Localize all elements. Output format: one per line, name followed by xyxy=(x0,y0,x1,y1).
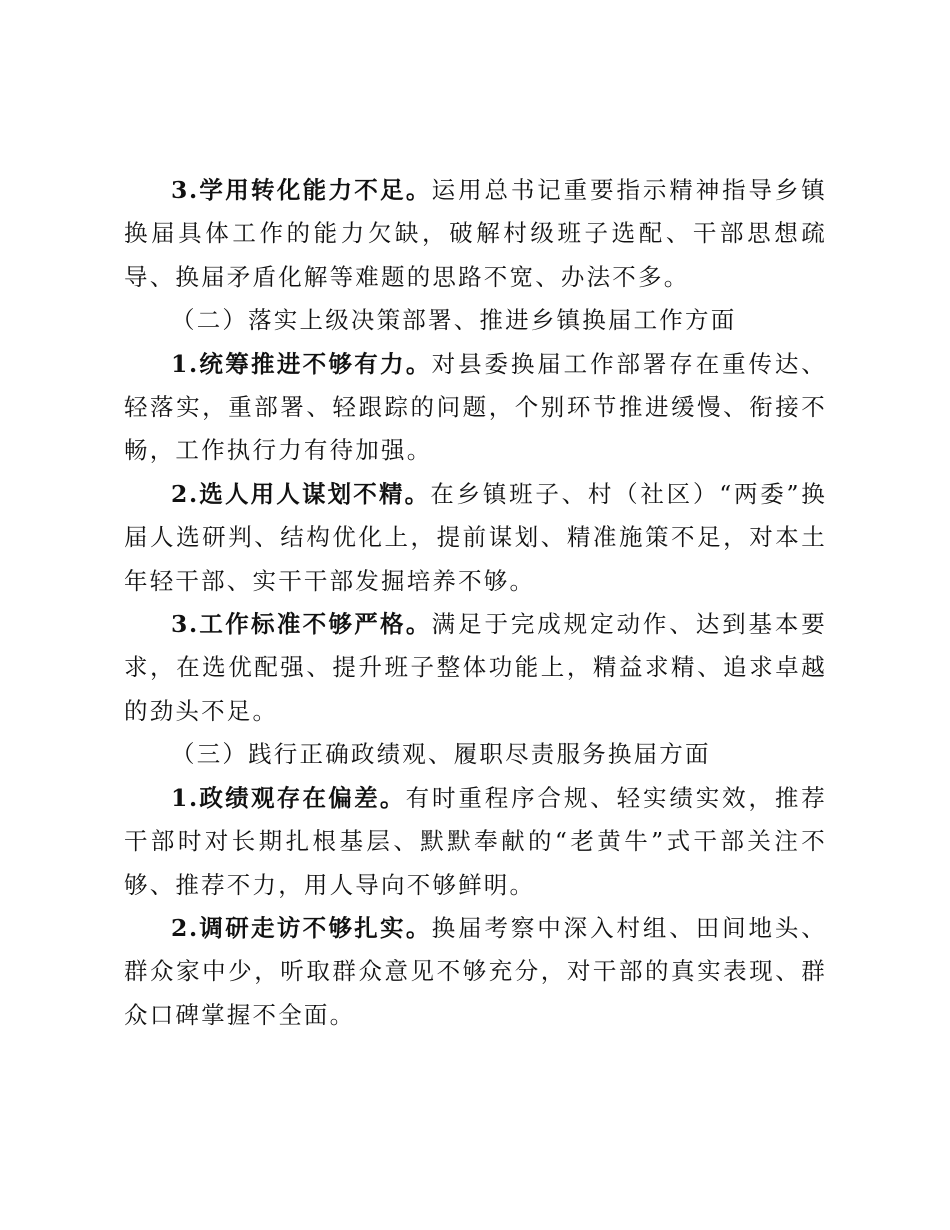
paragraph-lead: 2.调研走访不够扎实。 xyxy=(171,913,432,942)
paragraph-work-standards xyxy=(124,603,827,733)
paragraph-lead: 3.学用转化能力不足。 xyxy=(171,176,432,204)
paragraph-lead: 1.政绩观存在偏差。 xyxy=(171,783,406,812)
section-heading-3: （三）践行正确政绩观、履职尽责服务换届方面 xyxy=(171,740,711,769)
paragraph-text: 换届考察中深入村组、田间地头、群众家中少，听取群众意见不够充分，对干部的真实表现、群众口碑掌握不全面。 xyxy=(124,913,828,1029)
paragraph-text: 满足于完成规定动作、达到基本要求，在选优配强、提升班子整体功能上，精益求精、追求卓越的劲头不足。 xyxy=(124,610,828,725)
paragraph-personnel-selection xyxy=(124,473,827,603)
paragraph-lead: 2.选人用人谋划不精。 xyxy=(171,479,431,508)
paragraph-lead: 1.统筹推进不够有力。 xyxy=(171,349,432,378)
document-body xyxy=(124,169,827,1037)
paragraph-text: 运用总书记重要指示精神指导乡镇换届具体工作的能力欠缺，破解村级班子选配、干部思想疏导、换届矛盾化解等难题的思路不宽、办法不多。 xyxy=(124,176,828,291)
paragraph-field-research xyxy=(124,907,827,1037)
paragraph-text: 有时重程序合规、轻实绩实效，推荐干部时对长期扎根基层、默默奉献的“老黄牛”式干部关注不够、推荐不力，用人导向不够鲜明。 xyxy=(124,783,827,899)
paragraph-text: 在乡镇班子、村（社区）“两委”换届人选研判、结构优化上，提前谋划、精准施策不足，对本土年轻干部、实干干部发掘培养不够。 xyxy=(124,479,827,595)
paragraph-coordination xyxy=(124,343,827,473)
section-heading-2: （二）落实上级决策部署、推进乡镇换届工作方面 xyxy=(171,306,737,335)
paragraph-performance-view xyxy=(124,777,827,907)
paragraph-learning-application xyxy=(124,169,827,299)
paragraph-text: 对县委换届工作部署存在重传达、轻落实，重部署、轻跟踪的问题，个别环节推进缓慢、衔接不畅，工作执行力有待加强。 xyxy=(124,349,828,465)
paragraph-lead: 3.工作标准不够严格。 xyxy=(171,610,432,639)
